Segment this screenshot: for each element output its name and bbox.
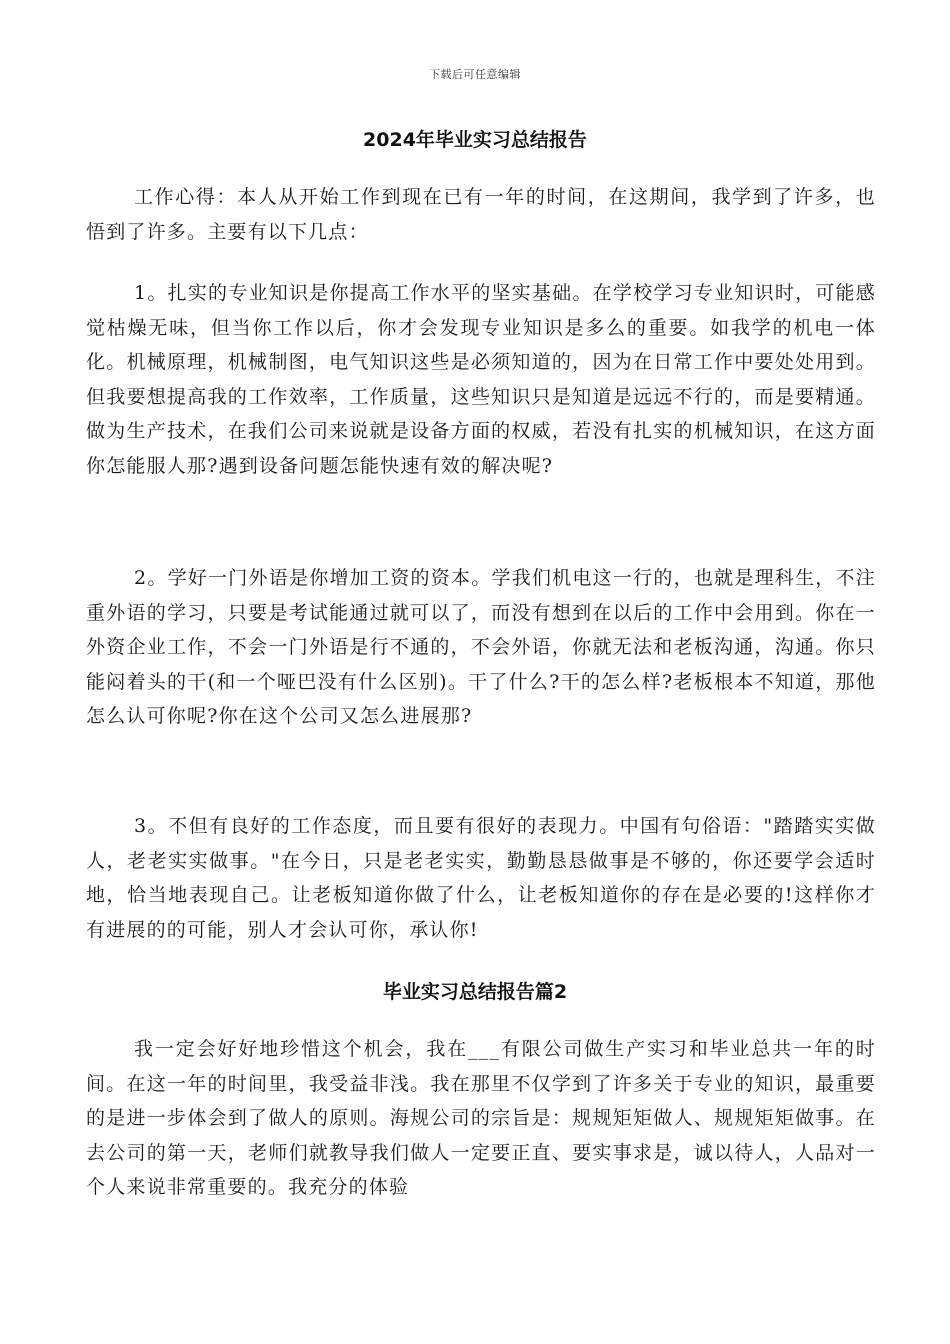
paragraph-point-3: 3。不但有良好的工作态度，而且要有很好的表现力。中国有句俗语："踏踏实实做人，老老实实做事。"在今日，只是老老实实，勤勤恳恳做事是不够的，你还要学会适时地，恰当地表现自己。让老板知道你做了什么，让老板知道你的存在是必要的!这样你才有进展的的可能，别人才会认可你，承认你! [86, 815, 876, 941]
section-2-paragraph: 我一定会好好地珍惜这个机会，我在___有限公司做生产实习和毕业总共一年的时间。在这一年的时间里，我受益非浅。我在那里不仅学到了许多关于专业的知识，最重要的是进一步体会到了做人的原则。海规公司的宗旨是：规规矩矩做人、规规矩矩做事。在去公司的第一天，老师们就教导我们做人一定要正直、要实事求是，诚以待人，人品对一个人来说非常重要的。我充分的体验 [86, 1038, 876, 1198]
paragraph-point-2: 2。学好一门外语是你增加工资的资本。学我们机电这一行的，也就是理科生，不注重外语的学习，只要是考试能通过就可以了，而没有想到在以后的工作中会用到。你在一外资企业工作，不会一门外语是行不通的，不会外语，你就无法和老板沟通，沟通。你只能闷着头的干(和一个哑巴没有什么区别)。干了什么?干的怎么样?老板根本不知道，那他怎么认可你呢?你在这个公司又怎么进展那? [86, 567, 876, 727]
paragraph-intro: 工作心得：本人从开始工作到现在已有一年的时间，在这期间，我学到了许多，也悟到了许多。主要有以下几点： [86, 186, 876, 243]
section-2-title: 毕业实习总结报告篇2 [382, 981, 568, 1003]
document-title: 2024年毕业实习总结报告 [363, 129, 587, 151]
header-note: 下载后可任意编辑 [429, 68, 521, 81]
paragraph-point-1: 1。扎实的专业知识是你提高工作水平的坚实基础。在学校学习专业知识时，可能感觉枯燥无味，但当你工作以后，你才会发现专业知识是多么的重要。如我学的机电一体化。机械原理，机械制图，电气知识这些是必须知道的，因为在日常工作中要处处用到。但我要想提高我的工作效率，工作质量，这些知识只是知道是远远不行的，而是要精通。做为生产技术，在我们公司来说就是设备方面的权威，若没有扎实的机械知识，在这方面你怎能服人那?遇到设备问题怎能快速有效的解决呢? [86, 282, 876, 477]
